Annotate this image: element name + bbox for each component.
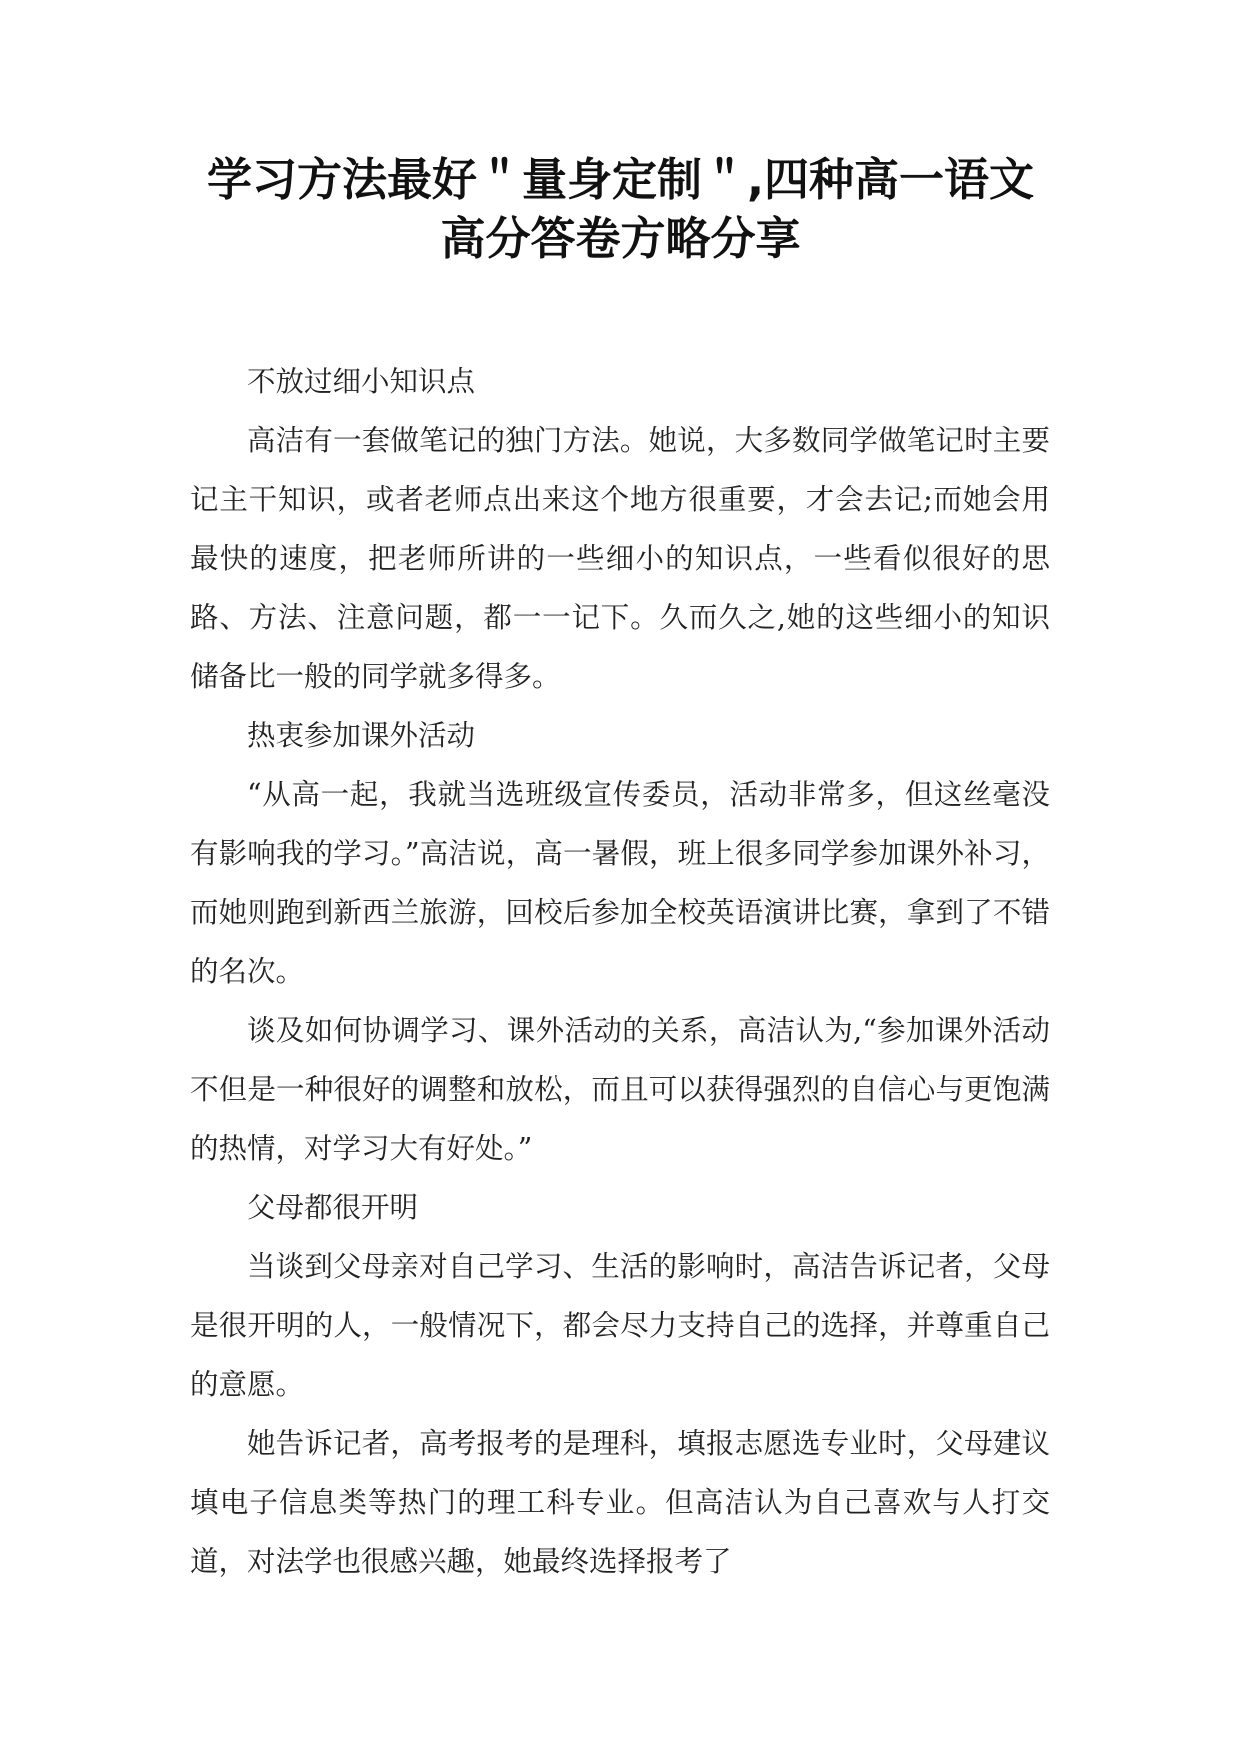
paragraph-publicity-committee: “从高一起，我就当选班级宣传委员，活动非常多，但这丝毫没有影响我的学习。”高洁说，高一暑假，班上很多同学参加课外补习，而她则跑到新西兰旅游，回校后参加全校英语演讲比赛，拿到了不错的名次。 — [190, 778, 1050, 988]
document-body — [190, 352, 1050, 1591]
paragraph-balance: 谈及如何协调学习、课外活动的关系，高洁认为,“参加课外活动不但是一种很好的调整和放松，而且可以获得强烈的自信心与更饱满的热情，对学习大有好处。” — [190, 1014, 1050, 1165]
document-title — [150, 150, 1091, 268]
section-heading-details: 不放过细小知识点 — [247, 365, 476, 398]
paragraph-major-choice: 她告诉记者，高考报考的是理科，填报志愿选专业时，父母建议填电子信息类等热门的理工科专业。但高洁认为自己喜欢与人打交道，对法学也很感兴趣，她最终选择报考了 — [190, 1427, 1050, 1578]
paragraph-notes-method: 高洁有一套做笔记的独门方法。她说，大多数同学做笔记时主要记主干知识，或者老师点出来这个地方很重要，才会去记;而她会用最快的速度，把老师所讲的一些细小的知识点，一些看似很好的思路、方法、注意问题，都一一记下。久而久之,她的这些细小的知识储备比一般的同学就多得多。 — [190, 424, 1050, 693]
title-line-1: 学习方法最好＂量身定制＂,四种高一语文 — [206, 153, 1035, 206]
title-line-2: 高分答卷方略分享 — [440, 212, 801, 265]
section-heading-parents: 父母都很开明 — [247, 1191, 419, 1224]
paragraph-parents-support: 当谈到父母亲对自己学习、生活的影响时，高洁告诉记者，父母是很开明的人，一般情况下，都会尽力支持自己的选择，并尊重自己的意愿。 — [190, 1250, 1050, 1401]
section-heading-activities: 热衷参加课外活动 — [247, 719, 476, 752]
